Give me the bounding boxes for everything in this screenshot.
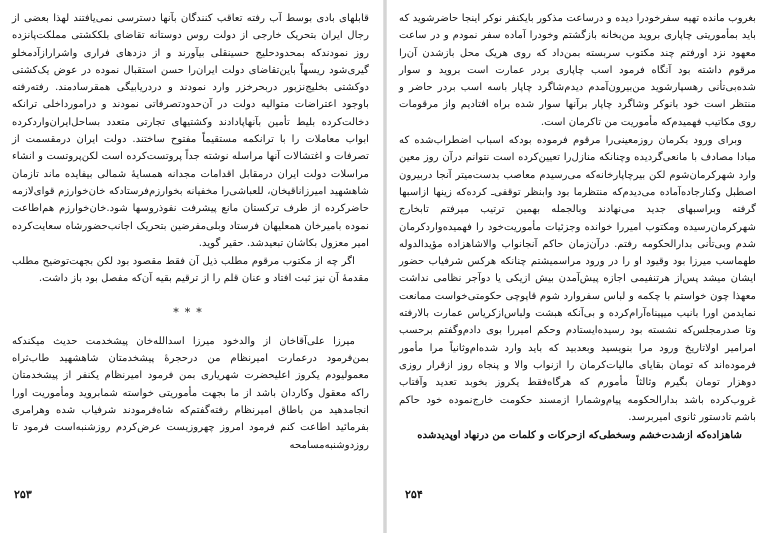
right-page [387, 0, 770, 533]
left-page [0, 0, 383, 533]
right-paragraph-2: وبرای ورود بکرمان روزمعینی‌را مرقوم فرموده بودکه اسباب اضطراب‌شده که مبادا مصادف با مانعی‌گردیده وچنانکه منازل‌را تعیین‌کرده است نتوانم درآن روز معین وارد شهرکرمان‌شوم لکن بیرچاپارخانه‌که می‌رسیدم معاصب بدست‌میتر آنجا دربیرون اصطبل وکنارجاده‌آماده می‌دیدم‌که منتظرما بود وابنظر توقفی‌ـ کرده‌که زینها ازاسبها گرفته وبراسبهای جدید می‌نهادند وبالجمله بهمین ترتیب میرفتم تابخارج شهرکرمان‌رسیده ومکتوب امیررا خوانده وجزئیات مأموریت‌خود را فهمیده‌واردکرمان شدم وبی‌تأنی بدارالحکومه رفتم. درآن‌زمان حاکم آنجانواب والاشاهزاده مؤیدالدوله طهماسب میرزا بود وقیود او را در ورود مراسمیشتم چنانکه هرکس شرفیاب حضور ایشان میشد پس‌از هرتنفیمی اجازه پیش‌آمدن بیش ازیکی یا دوآجر نظامی نداشت معهذا چون خواستم با چکمه و لباس سفروارد شوم قاپوچی حکومتی‌خواست ممانعت نمایدمن اورا بانیب میپیناه‌آرام‌کرده و بی‌آنکه هبشت ولباس‌ازکریاس عمارت بالارفته وتا صدرمجلس‌که نشسته بود رسیده‌ایستادم وحکم امیررا بوی دادم‌وگفتم برحسب امرامیر اولاتاریخ ورود مرا بنویسید وبعدبید که باید وارد شده‌ام‌وثانیاً مرا مأمور فرموده‌اند که تومان بقایای مالیات‌کرمان را ازنواب والا و پنجاه روز ازقرار روزی دوهزار تومان بگیرم وثالثاً مأمورم که هرگاه‌فقط یکروز بخوبد تعدید وآفتاب غروب‌کرده باشد بدارالحکومه پیام‌وشمارا ازمسند حکومت خارج‌نموده خود حاکم باشم تادستور ثانوی امیربرسد. [399, 135, 756, 423]
left-page-number: ۲۵۳ [14, 488, 32, 501]
left-paragraph-2: اگر چه از مکتوب مرقوم مطلب ذیل آن فقط مقصود بود لکن بجهت‌توضیح مطلب مقدمهٔ آن نیز ثبت افتاد و عنان قلم را از ترقیم بقیه آن‌که مفصل بود باز داشت. [12, 256, 369, 285]
right-page-number: ۲۵۴ [405, 488, 423, 501]
left-paragraph-1: قابلهای بادی بوسط آب رفته تعاقب کنندگان بآنها دسترسی نمی‌یافتند لهذا بعضی از رجال ایران بتحریک خارجی از دولت روس دوستانه تقاضای بلککشتی مملکت‌پانزده روز نمودندکه بمحدودحلیج حسینقلی بیآورند و از دزدهای فراری واشرار‌ازآدمخلو گیری‌شود ریسهاً باین‌تقاضای دولت ایران‌را حسن استقبال نموده در عوض یک‌کشتی دو‌کشتی بخلیج‌نزبور در‌بحرخزر وارد نمودند و دردریابیگی همقرسادمند. رفته‌رفته باوجود اعتراضات متوالیه دولت در آن‌حدودتصرفاتی نمودند و درامورداخلی ترانکه دخالت‌کرده بلیط تأمین بآنهاپادادند وکشتیهای تجارتی متعدد بساحل‌ایران‌وارد‌کرده ابواب معاملات را با ترانکمه مستقیماً مفتوح ساختند. دولت ایران درمقسمت از تصرفات و اغتشالات آنها مراسله نوشته جداً پروتست‌کرده است لکن‌پروتست و انشاء مراسلات دولت ایران درمقابل اقدامات مجدانه همسایهٔ شمالی بیفایده ماند تازمان شاهشهید امیرزاناقیخان، للعباشی‌را مخفیانه بخوارزم‌فرستادکه خان‌خوارزم قوای‌لازمه حاضرکرده از طرف ترکستان مانع پیشرفت نفوذروسها شود.خان‌خوارزم هم‌اطاعت نموده بامیرخان همعلیهان فرستاد وبلی‌مفرضین بتحریک اجانب‌حضورشاه سعایت‌کرده امیر معزول بکاشان تبعیدشد. حقیر گوید. [12, 13, 369, 249]
left-paragraph-3: میرزا علی‌آقاخان از والد‌خود میرزا اسدالله‌خان پیشخدمت حدیث میکندکه بمن‌فرمود درعمارت امیرنظام من درحجرهٔ پیشخدمتان شاهشهید طاب‌ثراه معمولیودم یکروز اعلیحضرت شهریاری بمن فرمود امیرنظام یکنفر از پیشخدمتان راکه معقول وکاردان باشد از ما بجهت مأموریتی خواسته شمابروید ومأموریت اورا انجامدهید من باطاق امیرنظام رفته‌گفتم‌که شاه‌فرمودند شرفیاب شده وهرامری بفرمائید اطاعت کنم فرمود امروز چهروزیست عرض‌کردم روزشنبه‌است فرمود تا روز‌دوشنبه‌مسامحه [12, 335, 369, 451]
right-paragraph-3: شاهزاده‌که ازشدت‌خشم وسخطی‌که ازحرکات و کلمات من درنهاد اوپدیدشده [417, 429, 742, 442]
section-ornament: *** [173, 305, 208, 319]
right-paragraph-1: بغروب مانده تهیه سفرخودرا دیده و درساعت مذکور بایکنفر نوکر اینجا حاضرشوید که باید بمأموریتی چاپاری بروید من‌بخانه بازگشتم وخودرا آماده سفر نمودم و در ساعت معهود نزد اورفتم چند مکتوب سربسته بمن‌داد که روی هریک محل بازشدن آن‌را مرقوم داشته بود آنگاه فرمود اسب چاپاری بردر عمارت است بروید و سوار شده‌بی‌تأنی رهسپارشوید من‌بیرون‌آمدم دیدم‌شاگرد چاپار باسه اسب بردر حاضر و منتظر است خود بانوکر وشاگرد چاپار برآنها سوار شده براه افتادیم واز مرقومات روی مکاتیب فهمیدم‌که مأموریت من تاکرمان است. [399, 13, 756, 128]
